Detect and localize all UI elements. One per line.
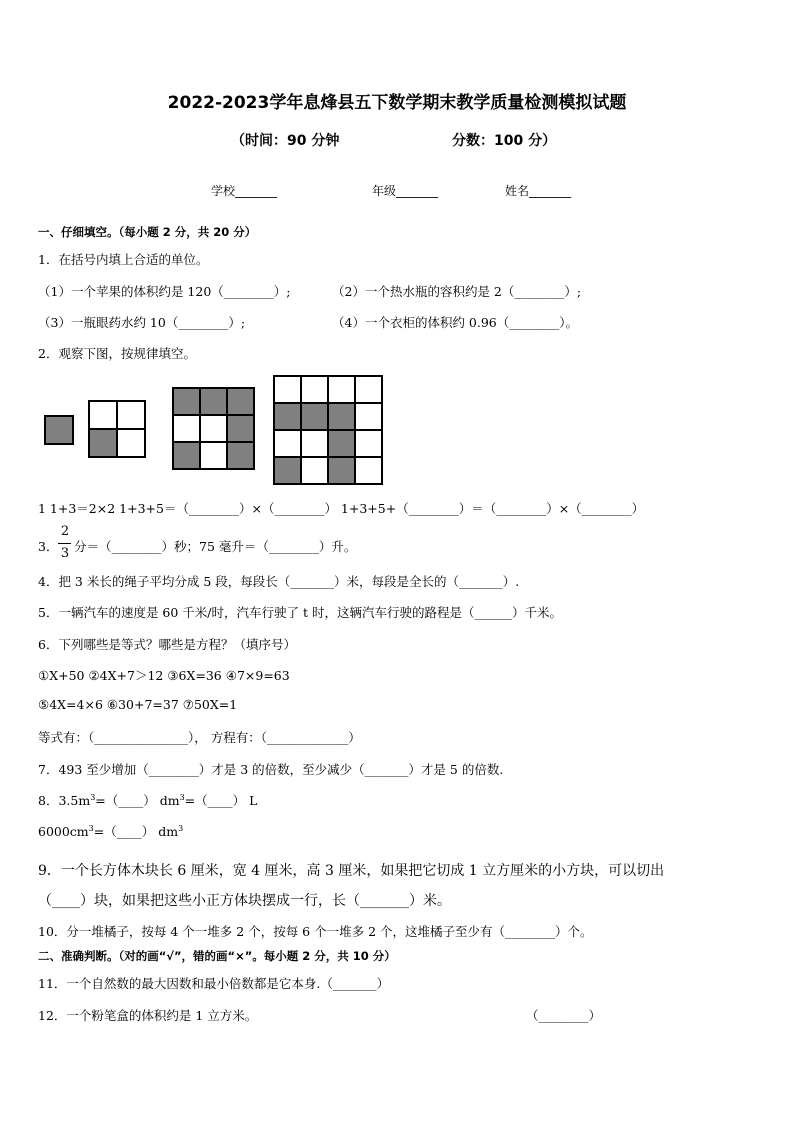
empty-square [301, 376, 328, 403]
q6-stem: 6．下列哪些是等式？哪些是方程？（填序号） [38, 637, 296, 652]
filled-square [200, 388, 227, 415]
filled-square [301, 403, 328, 430]
q1-stem: 1．在括号内填上合适的单位。 [38, 252, 209, 267]
empty-square [328, 376, 355, 403]
exam-time: （时间：90 分钟 [231, 133, 340, 149]
q6-row2: ⑤4X=4×6 ⑥30+7=37 ⑦50X=1 [38, 697, 238, 712]
q8-part5: =（____） dm [93, 824, 179, 839]
filled-square [274, 457, 301, 484]
empty-square [117, 429, 145, 457]
q8-sup1: 3 [90, 792, 96, 802]
q12-blank: （________） [526, 1008, 602, 1023]
q6-answer: 等式有：（_______________）， 方程有：（_____________） [38, 730, 361, 745]
q8-sup3: 3 [88, 823, 94, 833]
q8-part3: =（____） L [184, 793, 258, 808]
q1-a: （1）一个苹果的体积约是 120（________）; [38, 284, 291, 299]
empty-square [173, 415, 200, 442]
exam-score: 分数：100 分） [452, 133, 557, 149]
grade-field: 年级_______ [372, 184, 439, 198]
section-1-heading: 一、仔细填空。（每小题 2 分，共 20 分） [38, 225, 257, 239]
filled-square [173, 442, 200, 469]
q3-text: 分＝（________）秒；75 毫升＝（________）升。 [74, 539, 357, 554]
filled-square [328, 457, 355, 484]
filled-square [274, 403, 301, 430]
section-2-heading: 二、准确判断。（对的画“√”，错的画“×”。每小题 2 分，共 10 分） [38, 949, 396, 963]
q11: 11．一个自然数的最大因数和最小倍数都是它本身.（_______） [38, 976, 390, 991]
q6-row1: ①X+50 ②4X+7＞12 ③6X=36 ④7×9=63 [38, 668, 290, 683]
fraction-bar [58, 543, 71, 544]
pattern-figure-3 [172, 387, 255, 470]
q9-line2: （____）块，如果把这些小正方体块摆成一行，长（_______）米。 [38, 893, 451, 909]
filled-square [227, 415, 254, 442]
q8-sup4: 3 [178, 823, 184, 833]
filled-square [45, 416, 73, 444]
q1-b: （2）一个热水瓶的容积约是 2（________）; [332, 284, 582, 299]
pattern-figure-2 [88, 400, 146, 458]
q2-answer-line: 1 1+3＝2×2 1+3+5＝（________）×（________） 1+3+5+（________）＝（________）×（________） [38, 501, 645, 516]
empty-square [117, 401, 145, 429]
q12: 12．一个粉笔盒的体积约是 1 立方米。 [38, 1008, 258, 1023]
empty-square [200, 415, 227, 442]
pattern-figure-4 [273, 375, 383, 485]
q8-line1 [38, 791, 257, 809]
empty-square [200, 442, 227, 469]
page-title: 2022-2023学年息烽县五下数学期末教学质量检测模拟试题 [167, 93, 627, 113]
q8-line2 [38, 822, 183, 840]
q4: 4．把 3 米长的绳子平均分成 5 段，每段长（_______）米，每段是全长的（_______）. [38, 574, 520, 589]
q3-denominator: 3 [60, 546, 70, 561]
empty-square [355, 430, 382, 457]
empty-square [301, 457, 328, 484]
empty-square [355, 403, 382, 430]
filled-square [227, 388, 254, 415]
filled-square [89, 429, 117, 457]
filled-square [328, 403, 355, 430]
name-field: 姓名_______ [505, 184, 572, 198]
q3-number: 3． [38, 539, 59, 554]
pattern-figure-1 [44, 415, 74, 445]
empty-square [355, 376, 382, 403]
q8-part2: =（____） dm [95, 793, 180, 808]
empty-square [274, 376, 301, 403]
filled-square [227, 442, 254, 469]
q9-line1: 9．一个长方体木块长 6 厘米，宽 4 厘米，高 3 厘米，如果把它切成 1 立方厘米的小方块，可以切出 [38, 863, 665, 879]
empty-square [355, 457, 382, 484]
filled-square [173, 388, 200, 415]
filled-square [328, 430, 355, 457]
q8-part1: 8．3.5m [38, 793, 91, 808]
q8-sup2: 3 [179, 792, 185, 802]
q1-d: （4）一个衣柜的体积约 0.96（________）。 [332, 315, 579, 330]
empty-square [89, 401, 117, 429]
empty-square [274, 430, 301, 457]
q2-stem: 2．观察下图，按规律填空。 [38, 346, 196, 361]
q10: 10．分一堆橘子，按每 4 个一堆多 2 个，按每 6 个一堆多 2 个，这堆橘子至少有（________）个。 [38, 924, 593, 939]
q7: 7．493 至少增加（________）才是 3 的倍数，至少减少（_______）才是 5 的倍数. [38, 762, 504, 777]
q3-numerator: 2 [60, 524, 70, 539]
q5: 5．一辆汽车的速度是 60 千米/时，汽车行驶了 t 时，这辆汽车行驶的路程是（______）千米。 [38, 605, 562, 620]
q1-c: （3）一瓶眼药水约 10（________）; [38, 315, 246, 330]
school-field: 学校_______ [211, 184, 278, 198]
q8-part4: 6000cm [38, 824, 89, 839]
empty-square [301, 430, 328, 457]
